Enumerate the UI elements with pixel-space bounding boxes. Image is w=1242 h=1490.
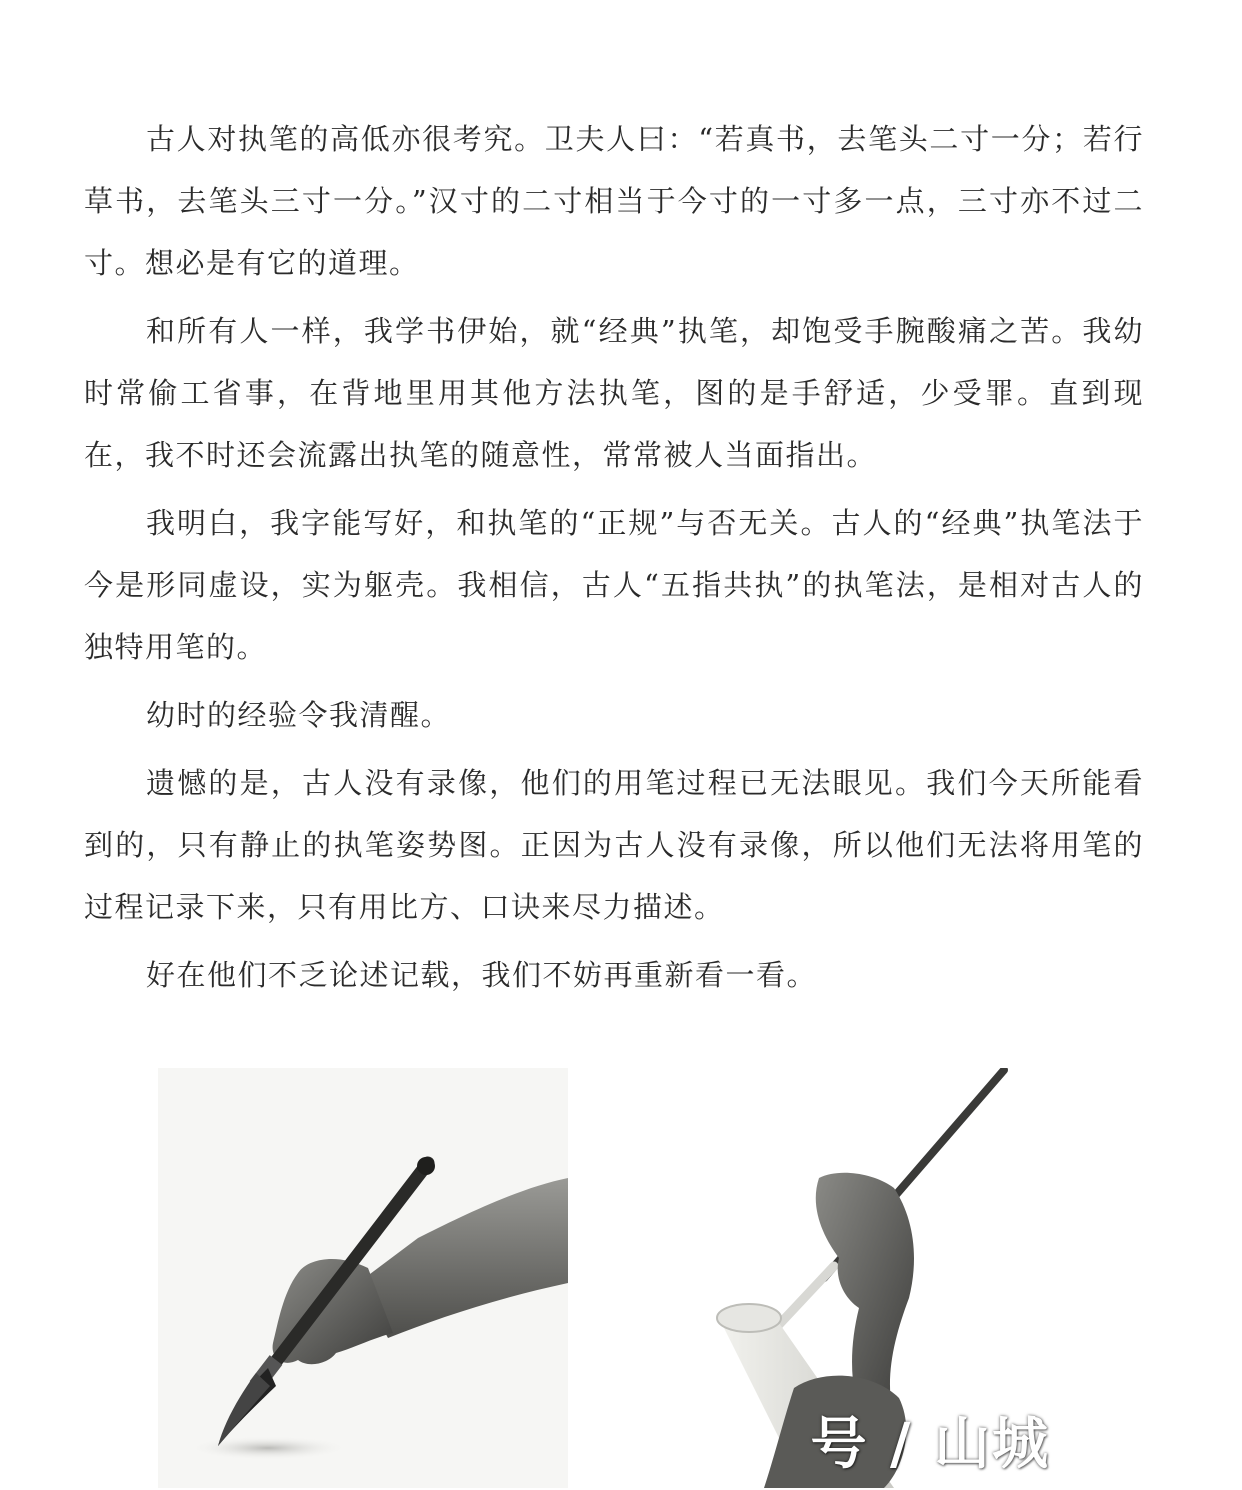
watermark-text: 号 / 山城	[810, 1412, 1050, 1477]
paragraph-4: 幼时的经验令我清醒。	[146, 698, 452, 732]
paragraph-5: 遗憾的是，古人没有录像，他们的用笔过程已无法眼见。我们今天所能看到的，只有静止的执笔姿势图。正因为古人没有录像，所以他们无法将用笔的过程记录下来，只有用比方、口诀来尽力描述。	[84, 766, 1144, 924]
paragraph-1: 古人对执笔的高低亦很考究。卫夫人曰：“若真书，去笔头二寸一分；若行草书，去笔头三寸一分。”汉寸的二寸相当于今寸的一寸多一点，三寸亦不过二寸。想必是有它的道理。	[84, 122, 1144, 280]
paragraph-6: 好在他们不乏论述记载，我们不妨再重新看一看。	[146, 958, 818, 992]
paragraph-2: 和所有人一样，我学书伊始，就“经典”执笔，却饱受手腕酸痛之苦。我幼时常偷工省事，在背地里用其他方法执笔，图的是手舒适，少受罪。直到现在，我不时还会流露出执笔的随意性，常常被人当面指出。	[84, 314, 1144, 472]
article-body	[84, 108, 1144, 1012]
brush-grip-photo-left	[158, 1068, 568, 1488]
paragraph-3: 我明白，我字能写好，和执笔的“正规”与否无关。古人的“经典”执笔法于今是形同虚设，实为躯壳。我相信，古人“五指共执”的执笔法，是相对古人的独特用笔的。	[84, 506, 1144, 664]
hand-with-brush-illustration	[158, 1068, 568, 1488]
